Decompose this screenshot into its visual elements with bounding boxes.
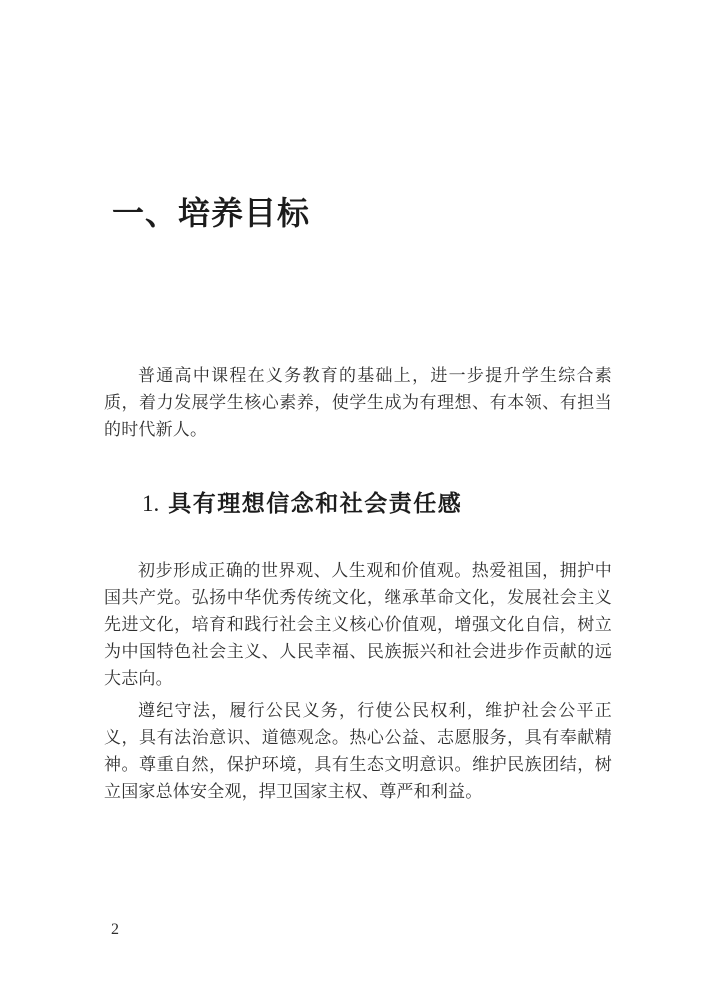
chapter-heading: 一、培养目标 [112,195,311,231]
section-paragraph: 初步形成正确的世界观、人生观和价值观。热爱祖国，拥护中国共产党。弘扬中华优秀传统文化，继承革命文化，发展社会主义先进文化，培育和践行社会主义核心价值观，增强文化自信，树立为中国特色社会主义、人民幸福、民族振兴和社会进步作贡献的远大志向。 [104,561,612,688]
section-paragraph: 遵纪守法，履行公民义务，行使公民权利，维护社会公平正义，具有法治意识、道德观念。热心公益、志愿服务，具有奉献精神。尊重自然，保护环境，具有生态文明意识。维护民族团结，树立国家总体安全观，捍卫国家主权、尊严和利益。 [104,701,612,801]
section-number: 1. [142,491,160,516]
intro-paragraph: 普通高中课程在义务教育的基础上，进一步提升学生综合素质，着力发展学生核心素养，使学生成为有理想、有本领、有担当的时代新人。 [104,366,612,439]
page-number: 2 [111,921,119,938]
section-title [142,489,462,519]
section-title-text: 具有理想信念和社会责任感 [168,491,463,516]
